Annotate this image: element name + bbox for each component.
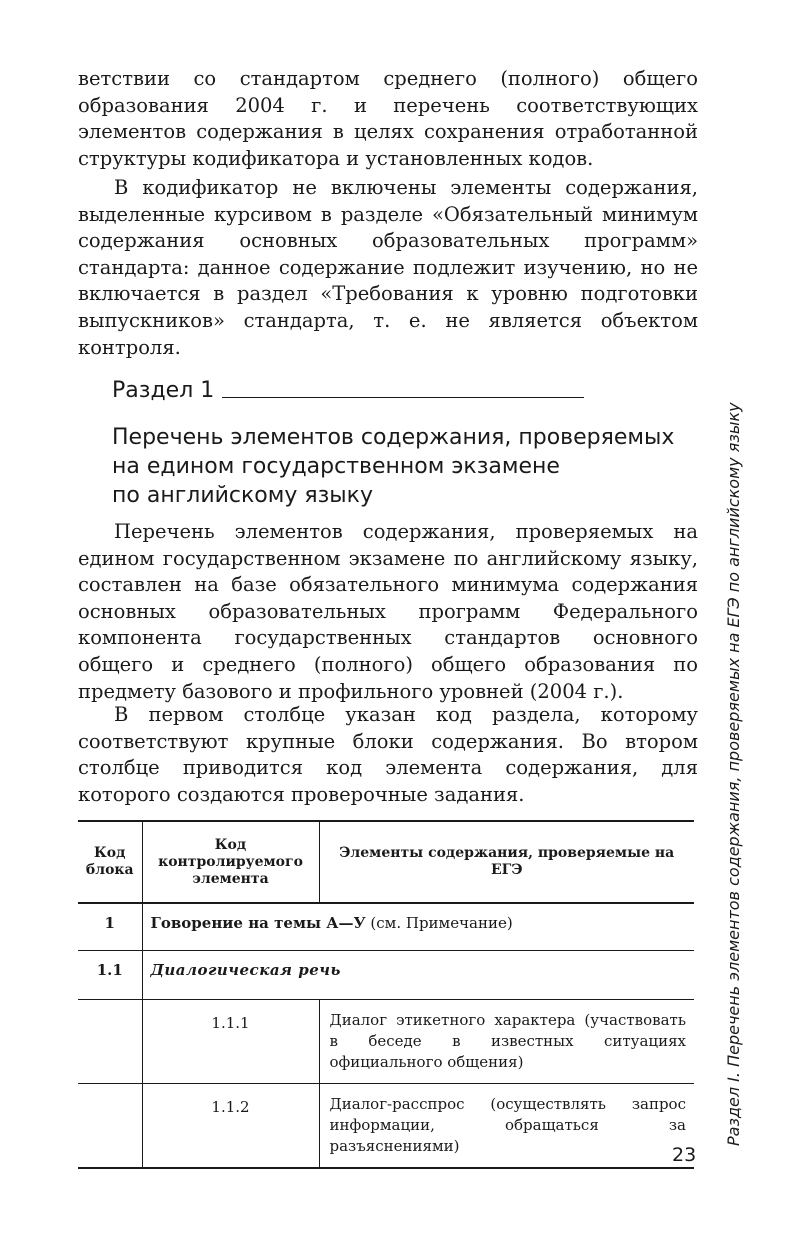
element-description-cell: Диалог-расспрос (осуществлять запрос информации, обращаться за разъяснениями) — [319, 1084, 694, 1169]
table-row — [78, 903, 694, 951]
content-elements-table — [78, 820, 697, 1169]
element-description-cell: Диалог этикетного характера (участвовать в беседе в известных ситуациях официального общения) — [319, 1000, 694, 1084]
table-row — [78, 1000, 694, 1084]
paragraph-3-text: Перечень элементов содержания, проверяемых на едином государственном экзамене по английскому языку, составлен на базе обязательного минимума содержания основных образовательных программ Федерального компонента государственных стандартов основного общего и среднего (полного) общего образования по предмету базового и профильного уровней (2004 г.). — [78, 520, 698, 703]
section-heading-rule — [222, 397, 584, 398]
paragraph-2 — [78, 175, 698, 361]
block-title-cell — [142, 903, 694, 951]
paragraph-4 — [78, 702, 698, 808]
table — [78, 820, 697, 1169]
table-header-row — [78, 821, 694, 903]
section-title — [112, 423, 712, 510]
empty-cell — [78, 1000, 142, 1084]
section-title-line: Перечень элементов содержания, проверяемых — [112, 425, 675, 450]
section-label: Раздел 1 — [112, 378, 215, 403]
block-title-cell — [142, 951, 694, 1000]
element-code-cell: 1.1.1 — [142, 1000, 319, 1084]
side-running-title: Раздел I. Перечень элементов содержания, проверяемых на ЕГЭ по английскому языку — [724, 402, 743, 1146]
block-title-note: (см. Примечание) — [365, 914, 513, 932]
block-code-cell: 1.1 — [78, 951, 142, 1000]
paragraph-4-text: В первом столбце указан код раздела, которому соответствуют крупные блоки содержания. Во втором столбце приводится код элемента содержания, для которого создаются проверочные задания. — [78, 703, 698, 806]
table-row — [78, 1084, 694, 1169]
section-title-line: на едином государственном экзамене — [112, 454, 560, 479]
header-content-elements: Элементы содержания, проверяемые на ЕГЭ — [319, 821, 694, 903]
table-row — [78, 951, 694, 1000]
section-title-line: по английскому языку — [112, 483, 373, 508]
paragraph-2-text: В кодификатор не включены элементы содержания, выделенные курсивом в разделе «Обязательный минимум содержания основных образовательных программ» стандарта: данное содержание подлежит изучению, но не включается в раздел «Требования к уровню подготовки выпускников» стандарта, т. е. не является объектом контроля. — [78, 176, 698, 359]
paragraph-1 — [78, 66, 698, 172]
header-block-code: Код блока — [78, 821, 142, 903]
block-title-italic: Диалогическая речь — [150, 961, 341, 979]
header-element-code: Код контролируемого элемента — [142, 821, 319, 903]
block-title-bold: Говорение на темы А—У — [150, 914, 366, 932]
empty-cell — [78, 1084, 142, 1169]
page-number: 23 — [672, 1144, 697, 1166]
paragraph-3 — [78, 519, 698, 705]
paragraph-1-text: ветствии со стандартом среднего (полного) общего образования 2004 г. и перечень соответствующих элементов содержания в целях сохранения отработанной структуры кодификатора и установленных кодов. — [78, 67, 698, 170]
section-heading — [112, 378, 584, 403]
element-code-cell: 1.1.2 — [142, 1084, 319, 1169]
block-code-cell: 1 — [78, 903, 142, 951]
